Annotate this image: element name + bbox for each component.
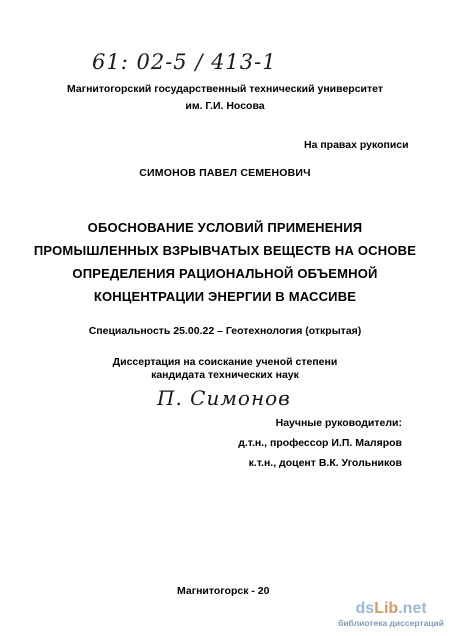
degree-line-2: кандидата технических наук [151, 369, 299, 381]
dslib-watermark [338, 600, 444, 628]
rights-note: На правах рукописи [304, 139, 409, 151]
supervisors-heading: Научные руководители: [275, 417, 402, 429]
author-name: СИМОНОВ ПАВЕЛ СЕМЕНОВИЧ [139, 167, 311, 179]
thesis-title-line-2: ПРОМЫШЛЕННЫХ ВЗРЫВЧАТЫХ ВЕЩЕСТВ НА ОСНОВЕ [33, 243, 417, 258]
handwritten-archive-number: 61: 02-5 / 413-1 [92, 50, 277, 74]
thesis-title-line-4: КОНЦЕНТРАЦИИ ЭНЕРГИИ В МАССИВЕ [93, 289, 357, 304]
city-year: Магнитогорск - 20 [177, 585, 270, 597]
degree-line-1: Диссертация на соискание ученой степени [112, 356, 338, 368]
author-signature: П. Симонов [157, 386, 291, 410]
supervisor-1: д.т.н., профессор И.П. Маляров [238, 437, 402, 449]
watermark-subtitle: библиотека диссертаций [338, 618, 444, 628]
watermark-logo: dsLib.net [355, 600, 427, 617]
specialty-line: Специальность 25.00.22 – Геотехнология (открытая) [88, 325, 362, 337]
institution-named-after: им. Г.И. Носова [185, 100, 265, 112]
thesis-title-line-3: ОПРЕДЕЛЕНИЯ РАЦИОНАЛЬНОЙ ОБЪЕМНОЙ [72, 266, 378, 281]
supervisor-2: к.т.н., доцент В.К. Угольников [248, 457, 402, 469]
thesis-title-line-1: ОБОСНОВАНИЕ УСЛОВИЙ ПРИМЕНЕНИЯ [87, 220, 363, 235]
institution-name: Магнитогорский государственный технический университет [67, 83, 383, 95]
